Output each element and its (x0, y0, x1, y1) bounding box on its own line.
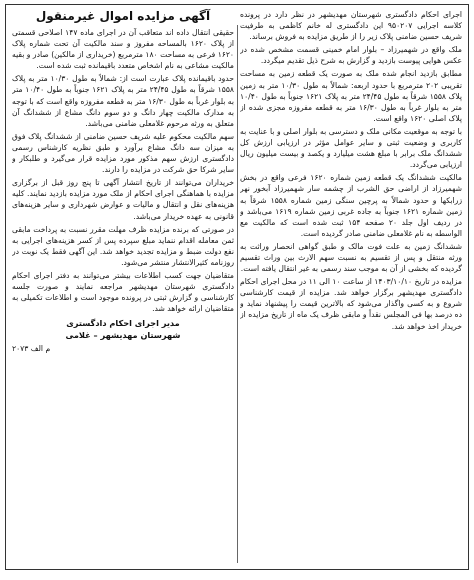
notice-right-column (240, 9, 462, 565)
notice-paragraph: ششدانگ زمین به علت فوت مالک و طبق گواهی انحصار وراثت به ورثه منتقل و پس از تقسیم به نسبت سهم الارث بین وراث تقسیم گردیده که بخشی از آن به موجب سند رسمی به غیر انتقال یافته است. (240, 241, 462, 274)
notice-paragraph: ملک واقع در شهمیرزاد – بلوار امام خمینی قسمت مشخص شده در عکس هوایی پیوست بازدید و گزارش به شرح ذیل تقدیم میگردد. (240, 45, 462, 66)
notice-left-column (12, 27, 234, 565)
notice-paragraph: با توجه به موقعیت مکانی ملک و دسترسی به بلوار اصلی و با عنایت به کاربری و وضعیت ثبتی و سایر عوامل مؤثر در ارزیابی ارزش کل ششدانگ ملک برابر با مبلغ هشت میلیارد و یکصد و بیست میلیون ریال ارزیابی می‌گردد. (240, 126, 462, 170)
notice-paragraph: اجرای احکام دادگستری شهرستان مهدیشهر در نظر دارد در پرونده کلاسه اجرایی ۹۵۰۲۰۷ این دادگستری له خانم کاظمی به طرفیت شریف حسین ضامنی پلاک زیر را از طریق مزایده به فروش برساند. (240, 10, 462, 42)
column-divider (237, 25, 238, 563)
notice-paragraph: سهم مالکیت محکوم علیه شریف حسین ضامنی از ششدانگ پلاک فوق به میزان سه دانگ مشاع برآورد و طبق نظریه کارشناس رسمی دادگستری ارزش سهم مذکور مورد مزایده قرار می‌گیرد و طلبکار و سایر شرکا حق شرکت در مزایده را دارند. (12, 131, 234, 175)
notice-paragraph: حدود باقیمانده پلاک عبارت است از: شمالاً به طول ۱۰/۳۰ متر به پلاک ۱۵۵۸ شرقاً به طول ۲۴/۴۵ متر به پلاک ۱۶۲۱ جنوباً به طول ۱۰/۴۰ متر به بلوار غرباً به طول ۱۶/۳۰ متر به قطعه مفروزه واقع است که با توجه به مدارک مالکیت چهار دانگ و دو سوم دانگ مشاع از ششدانگ آن متعلق به ورثه مرحوم غلامعلی ضامنی می‌باشد. (12, 74, 234, 128)
notice-code: م الف ۲۰۷۳ (12, 344, 51, 354)
signature-name: شهرستان مهدیشهر – غلامی (65, 330, 181, 341)
notice-paragraph: در صورتی که برنده مزایده ظرف مهلت مقرر نسبت به پرداخت مابقی ثمن معامله اقدام ننماید مبلغ سپرده پس از کسر هزینه‌های اجرایی به نفع دولت ضبط و مزایده تجدید خواهد شد. این آگهی فقط یک نوبت در روزنامه کثیرالانتشار منتشر می‌شود. (12, 224, 234, 267)
notice-paragraph: مالکیت ششدانگ یک قطعه زمین شماره ۱۶۲۰ فرعی واقع در بخش شهمیرزاد از اراضی حق الشرب از چشمه سار شهمیرزاد آبخور نهر زرابکها و حدود شمالاً به پرچین سنگی زمین شماره ۱۵۵۸ شرقاً به زمین شماره ۱۶۲۱ جنوباً به جاده غربی زمین شماره ۱۶۱۹ می‌باشد و در ردیف اول جلد ۲۰ صفحه ۱۵۴ ثبت شده است که مالکیت مع الواسطه به نام غلامعلی ضامنی صادر گردیده است. (240, 173, 462, 238)
notice-paragraph: مطابق بازدید انجام شده ملک به صورت یک قطعه زمین به مساحت تقریبی ۲۰۲ مترمربع با حدود اربعه: شمالاً به طول ۱۰/۳۰ متر به زمین پلاک ۱۵۵۸ شرقاً به طول ۲۴/۴۵ متر به پلاک ۱۶۲۱ جنوباً به طول ۱۰/۴۰ متر به بلوار غرباً به طول ۱۶/۳۰ متر به قطعه مفروزه مجزی شده از پلاک اصلی ۱۶۲۰ واقع است. (240, 69, 462, 123)
signature-title: مدیر اجرای احکام دادگستری (66, 318, 180, 329)
signature-block (12, 317, 234, 341)
notice-paragraph: متقاضیان جهت کسب اطلاعات بیشتر می‌توانند به دفتر اجرای احکام دادگستری شهرستان مهدیشهر مراجعه نمایند و صورت جلسه کارشناسی و گزارش ثبتی در پرونده موجود است و اطلاعات تکمیلی به متقاضیان ارائه خواهد شد. (12, 270, 234, 314)
notice-paragraph: مزایده در تاریخ ۱۴۰۳/۱۰/۱۰ از ساعت ۱۰ الی ۱۱ در محل اجرای احکام دادگستری مهدیشهر برگزار خواهد شد. مزایده از قیمت کارشناسی شروع و به کسی واگذار می‌شود که بالاترین قیمت را پیشنهاد نماید و ده درصد بها فی المجلس نقداً و مابقی ظرف یک ماه از تاریخ مزایده از خریدار اخذ خواهد شد. (240, 277, 462, 331)
notice-paragraph: حقیقی انتقال داده اند متعاقب آن در اجرای ماده ۱۴۷ اصلاحی قسمتی از پلاک ۱۶۲۰ بالمساحه مفروز و سند مالکیت آن تحت شماره پلاک ۱۶۲۰ فرعی به مساحت ۱۸۰ مترمربع (خریداری از مالکین) صادر و بقیه مالکیت مشاعی به نام اشخاص متعدد باقیمانده ثبت شده است. (12, 28, 234, 71)
notice-title: آگهی مزایده اموال غیرمنقول (35, 9, 211, 23)
notice-paragraph: خریداران می‌توانند از تاریخ انتشار آگهی تا پنج روز قبل از برگزاری مزایده با هماهنگی اجرای احکام از ملک مورد مزایده بازدید نمایند. کلیه هزینه‌های نقل و انتقال و مالیات و عوارض شهرداری و سایر هزینه‌های قانونی به عهده خریدار می‌باشد. (12, 178, 234, 221)
notice-page (5, 4, 469, 570)
